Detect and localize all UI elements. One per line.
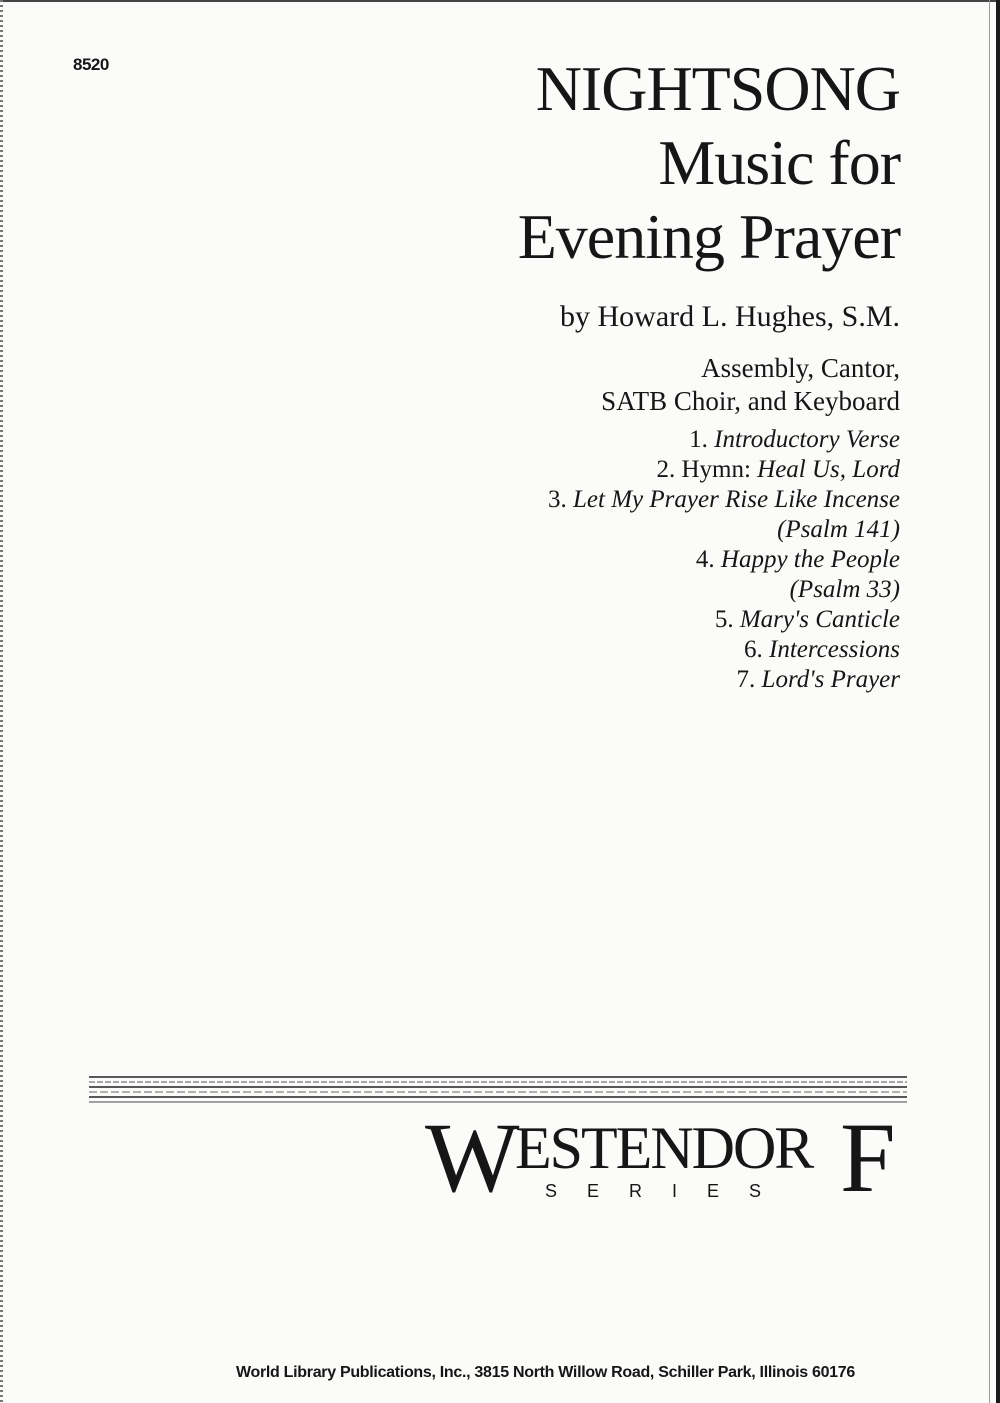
voicing (601, 352, 900, 418)
item-title: Heal Us, Lord (757, 456, 900, 483)
westendorf-series-logo (425, 1102, 915, 1213)
page-edge-right (996, 0, 1000, 1403)
logo-letter-f: F (840, 1102, 896, 1213)
page-edge-left (0, 0, 3, 1403)
logo-wordmark: ESTENDOR (515, 1115, 813, 1181)
title-main: NIGHTSONG (535, 53, 900, 124)
item-title: Introductory Verse (714, 426, 900, 453)
contents-item (548, 455, 900, 485)
catalog-number: 8520 (73, 55, 109, 74)
contents-item (548, 545, 900, 575)
item-title: Happy the People (720, 546, 900, 573)
contents-item (548, 515, 900, 545)
item-number: 4. (695, 546, 715, 573)
page-edge-top (0, 0, 1000, 2)
title-subtitle-2: Evening Prayer (517, 201, 900, 272)
voicing-line-1: Assembly, Cantor, (701, 353, 900, 383)
item-number: 6. (744, 636, 763, 663)
title-block (518, 52, 900, 274)
item-title: Intercessions (769, 636, 900, 663)
item-number: 5. (714, 606, 734, 633)
item-number: 1. (689, 426, 708, 453)
item-title: Mary's Canticle (739, 606, 900, 633)
logo-letter-w: W (425, 1102, 520, 1213)
item-number: 3. (548, 486, 567, 513)
contents-item (548, 635, 900, 665)
item-title: (Psalm 141) (777, 516, 900, 543)
item-prefix: Hymn: (681, 456, 758, 483)
page-edge-right-line (989, 0, 990, 1403)
contents-item (548, 665, 900, 695)
item-number: 2. (656, 456, 676, 483)
contents-list (548, 425, 900, 695)
composer-byline: by Howard L. Hughes, S.M. (560, 300, 900, 333)
item-number: 7. (736, 666, 756, 693)
item-title: (Psalm 33) (789, 576, 900, 603)
contents-item (548, 605, 900, 635)
voicing-line-2: SATB Choir, and Keyboard (601, 386, 900, 416)
decorative-staff-rules (89, 1073, 907, 1105)
contents-item (548, 425, 900, 455)
item-title: Lord's Prayer (761, 666, 900, 693)
logo-series-label: SERIES (545, 1181, 792, 1201)
contents-item (548, 575, 900, 605)
title-subtitle-1: Music for (658, 127, 900, 198)
item-title: Let My Prayer Rise Like Incense (573, 486, 900, 513)
publisher-imprint: World Library Publications, Inc., 3815 North Willow Road, Schiller Park, Illinois 60176 (236, 1364, 855, 1381)
contents-item (548, 485, 900, 515)
